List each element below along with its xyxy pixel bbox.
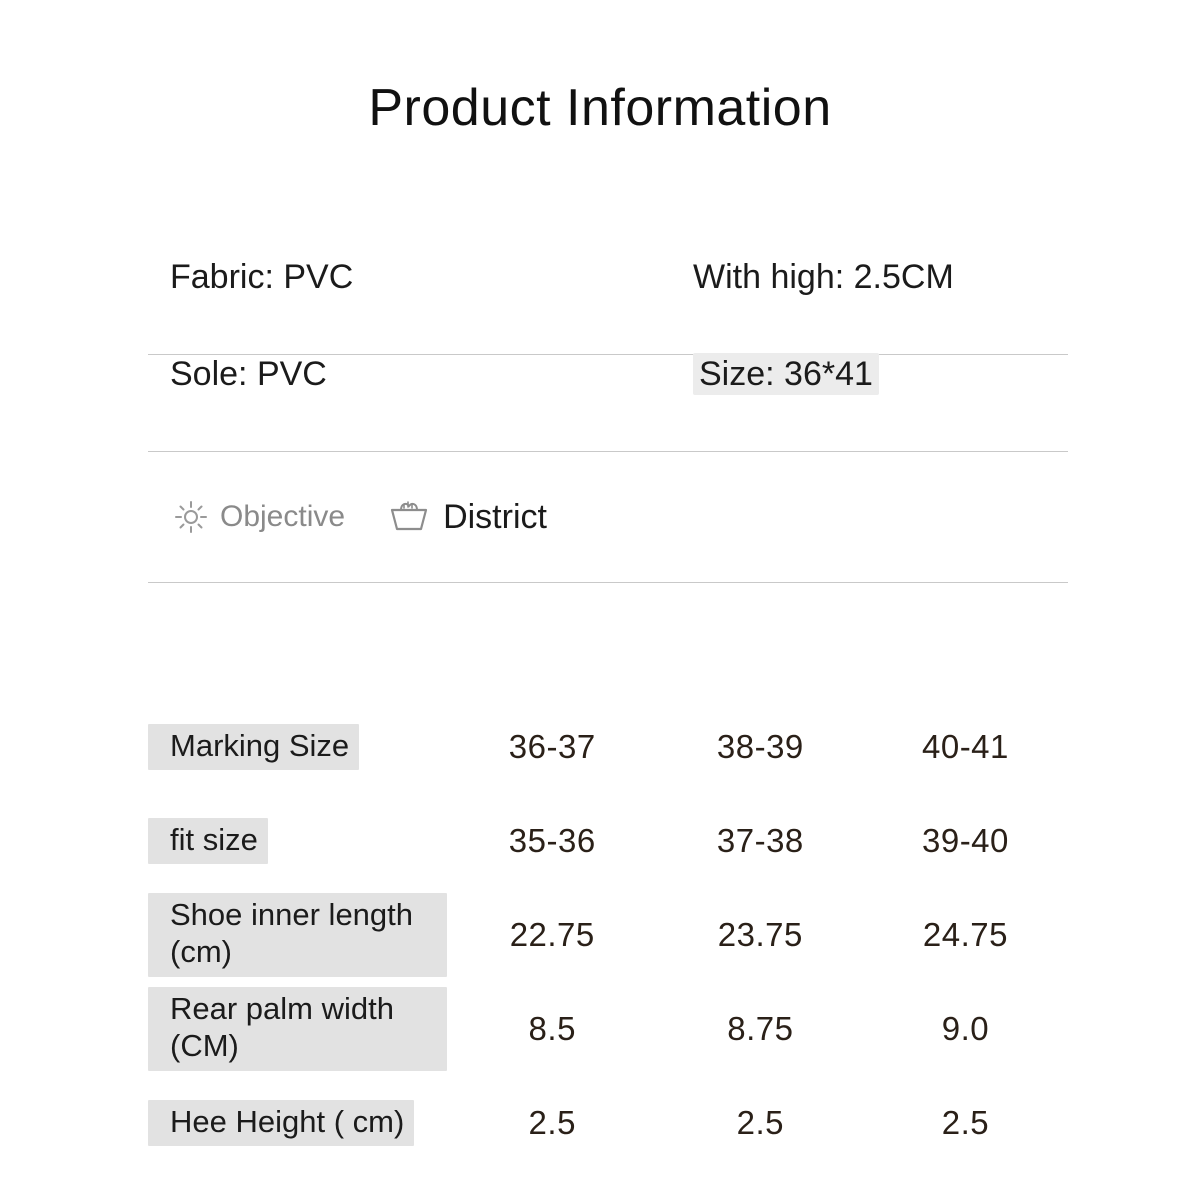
row-label: Rear palm width (CM) <box>148 987 447 1070</box>
care-label-objective: Objective <box>220 500 346 533</box>
cell-value: 38-39 <box>716 728 804 765</box>
spec-row <box>148 258 1068 354</box>
page-title: Product Information <box>368 79 832 137</box>
spec-row <box>148 355 1068 451</box>
row-label-cell <box>148 1100 447 1147</box>
care-label-district: District <box>443 497 547 536</box>
cell-value: 23.75 <box>717 916 803 953</box>
cell-value: 8.5 <box>528 1010 576 1047</box>
cell-value: 22.75 <box>509 916 595 953</box>
spec-heel-high <box>683 258 1068 297</box>
cell-value: 35-36 <box>508 822 596 859</box>
sun-dry-icon <box>174 500 208 534</box>
table-row <box>148 982 1068 1076</box>
spec-sole-label: Sole: PVC <box>170 355 327 393</box>
spec-size-label: Size: 36*41 <box>693 353 879 395</box>
cell-value: 37-38 <box>716 822 804 859</box>
row-label-cell <box>148 724 447 771</box>
cell-value: 2.5 <box>736 1104 785 1141</box>
table-row <box>148 700 1068 794</box>
cell-value: 24.75 <box>922 916 1008 953</box>
care-item-objective <box>174 500 345 534</box>
row-label-cell <box>148 987 447 1070</box>
divider <box>148 582 1068 583</box>
cell-value: 2.5 <box>941 1104 990 1141</box>
row-label: Hee Height ( cm) <box>148 1100 414 1147</box>
row-label: Marking Size <box>148 724 359 771</box>
spec-fabric <box>148 258 683 297</box>
row-label: Shoe inner length (cm) <box>148 893 447 976</box>
specifications-section <box>148 258 1068 583</box>
table-row <box>148 794 1068 888</box>
cell-value: 39-40 <box>921 822 1009 859</box>
row-label: fit size <box>148 818 268 865</box>
spec-sole <box>148 355 683 394</box>
table-row <box>148 1076 1068 1170</box>
cell-value: 40-41 <box>921 728 1009 765</box>
cell-value: 9.0 <box>941 1010 990 1047</box>
row-label-cell <box>148 818 447 865</box>
care-instructions-row <box>148 452 1068 582</box>
table-row <box>148 888 1068 982</box>
care-item-district <box>387 498 547 537</box>
spec-heel-high-label: With high: 2.5CM <box>693 258 954 296</box>
row-label-cell <box>148 893 447 976</box>
size-chart-table <box>148 700 1068 1170</box>
hand-wash-icon <box>387 499 431 535</box>
cell-value: 2.5 <box>528 1104 576 1141</box>
cell-value: 36-37 <box>508 728 596 765</box>
spec-fabric-label: Fabric: PVC <box>170 258 354 296</box>
cell-value: 8.75 <box>727 1010 794 1047</box>
spec-size <box>683 355 1068 394</box>
